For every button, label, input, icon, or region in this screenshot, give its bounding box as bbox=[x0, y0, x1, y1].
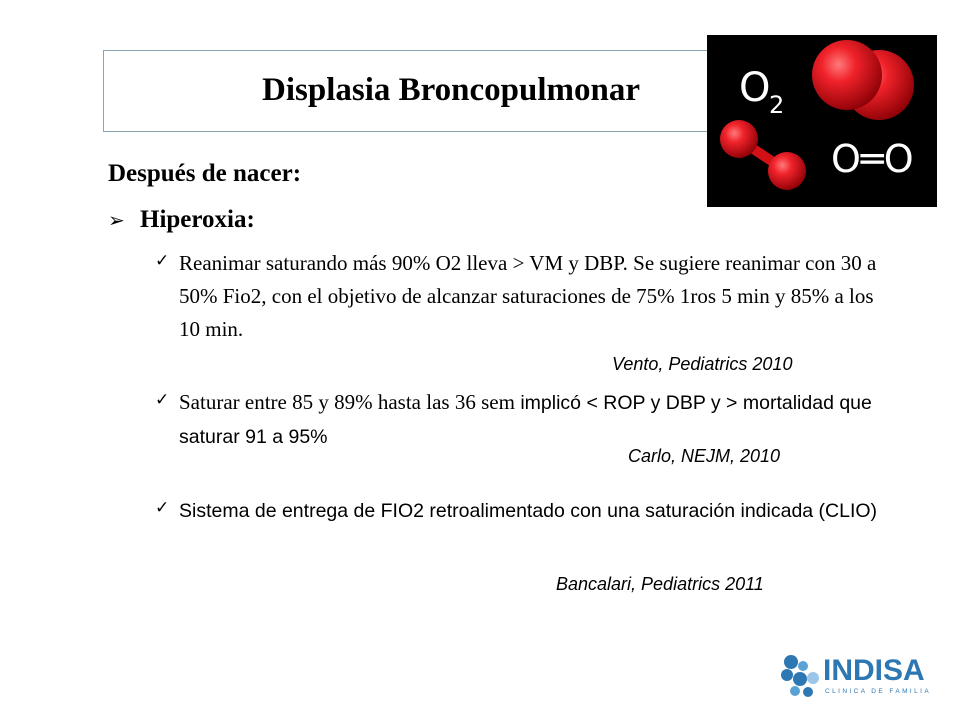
level1-bullet-label: Hiperoxia: bbox=[140, 206, 255, 233]
item-text-serif: Reanimar saturando más 90% O2 lleva > VM y DBP. Se sugiere reanimar con 30 a 50% Fio2, con el objetivo de alcanzar saturaciones de 75% 1ros 5 min y 85% a los 10 min. bbox=[179, 251, 877, 341]
list-item-text bbox=[179, 494, 895, 528]
checkmark-icon: ✓ bbox=[155, 498, 170, 518]
formula-subscript: 2 bbox=[769, 91, 785, 119]
list-item-text bbox=[179, 247, 895, 347]
structural-formula: O═O bbox=[831, 137, 914, 181]
list-item bbox=[155, 386, 895, 454]
list-item bbox=[155, 247, 895, 347]
list-item bbox=[155, 494, 895, 528]
slide-title: Displasia Broncopulmonar bbox=[262, 72, 641, 108]
arrow-bullet-icon: ➢ bbox=[108, 208, 125, 232]
checkmark-icon: ✓ bbox=[155, 251, 170, 271]
section-heading: Después de nacer: bbox=[108, 160, 302, 187]
item-text-sans: Sistema de entrega de FIO2 retroalimentado con una saturación indicada (CLIO) bbox=[179, 500, 878, 522]
logo-name: INDISA bbox=[823, 654, 925, 687]
oxygen-atom-ball-2 bbox=[768, 152, 806, 190]
item-text-sans: implicó < ROP y DBP y > mortalidad que saturar 91 a 95% bbox=[179, 392, 872, 448]
oxygen-atom-large-front bbox=[812, 40, 882, 110]
oxygen-molecule-image bbox=[707, 35, 937, 207]
oxygen-atom-ball-1 bbox=[720, 120, 758, 158]
citation: Vento, Pediatrics 2010 bbox=[612, 354, 793, 374]
level1-bullet bbox=[108, 203, 255, 237]
checkmark-icon: ✓ bbox=[155, 390, 170, 410]
logo-tagline: CLINICA DE FAMILIA bbox=[825, 688, 932, 695]
list-item-text bbox=[179, 386, 895, 454]
citation: Carlo, NEJM, 2010 bbox=[628, 446, 781, 466]
indisa-logo bbox=[775, 650, 935, 700]
formula-letter: O bbox=[739, 65, 771, 111]
oxygen-molecule-svg bbox=[707, 35, 937, 207]
logo-mark-icon bbox=[775, 650, 823, 700]
item-text-serif: Saturar entre 85 y 89% hasta las 36 sem bbox=[179, 390, 515, 414]
citation: Bancalari, Pediatrics 2011 bbox=[556, 574, 764, 594]
